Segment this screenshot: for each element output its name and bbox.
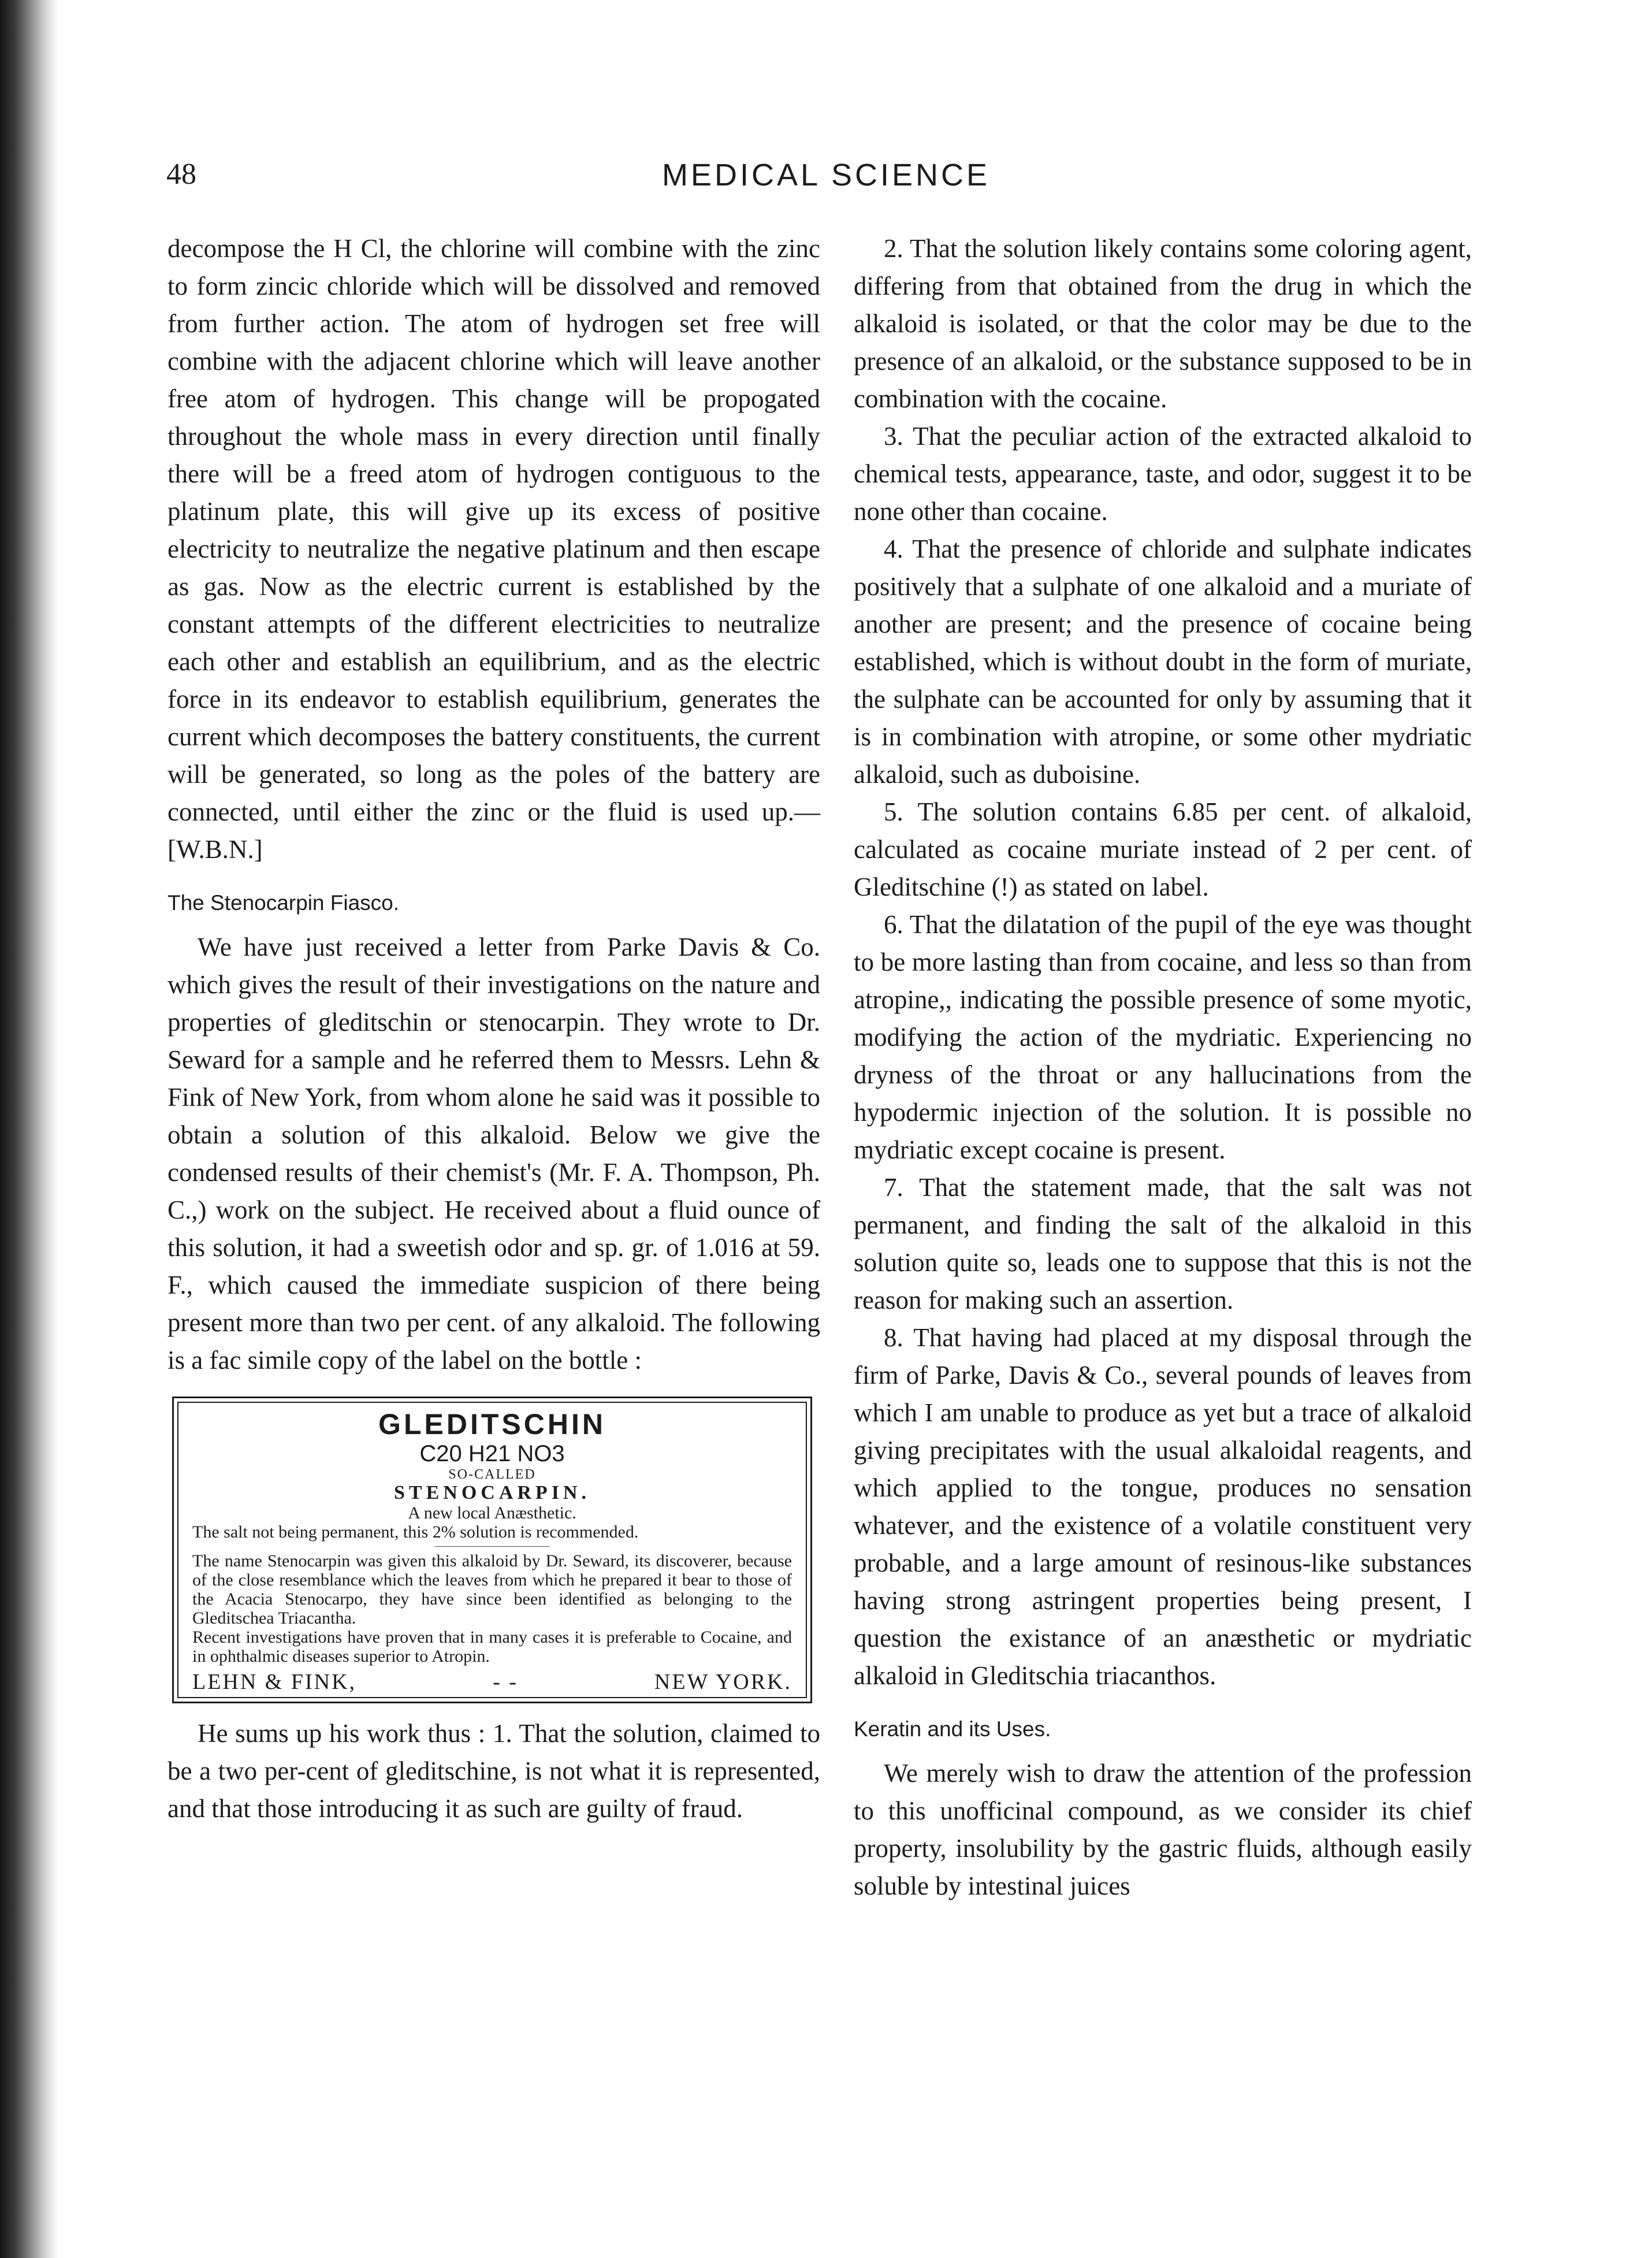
finding-item-2: 2. That the solution likely contains some coloring agent, differing from that obtained from the drug in which the alkaloid is isolated, or that the color may be due to the presence of an alkaloid, or the substance supposed to be in combination with the cocaine. [854, 234, 1472, 413]
label-footer-separator: - - [493, 1670, 518, 1694]
label-divider [434, 1546, 550, 1547]
label-footer [192, 1669, 792, 1695]
left-column [168, 230, 820, 1828]
finding-item-6: 6. That the dilatation of the pupil of the eye was thought to be more lasting than from cocaine, and less so than from atropine,, indicating the possible presence of some myotic, modifying the action of the mydriatic. Experiencing no dryness of the throat or any hallucinations from the hypodermic injection of the solution. It is possible no mydriatic except cocaine is present. [854, 910, 1472, 1164]
finding-item-4: 4. That the presence of chloride and sulphate indicates positively that a sulphate of one alkaloid and a muriate of another are present; and the presence of cocaine being established, which is without doubt in the form of muriate, the sulphate can be accounted for only by assuming that it is in combination with atropine, or some other mydriatic alkaloid, such as duboisine. [854, 534, 1472, 789]
paragraph-battery-continued: decompose the H Cl, the chlorine will combine with the zinc to form zincic chloride which will be dissolved and removed from further action. The atom of hydrogen set free will combine with the adjacent chlorine which will leave another free atom of hydrogen. This change will be propogated throughout the whole mass in every direction until finally there will be a freed atom of hydrogen contiguous to the platinum plate, this will give up its excess of positive electricity to neutralize the negative platinum and then escape as gas. Now as the electric current is established by the constant attempts of the different electricities to neutralize each other and establish an equilibrium, and as the electric force in its endeavor to establish equilibrium, generates the current which decomposes the battery constituents, the current will be generated, so long as the poles of the battery are connected, until either the zinc or the fluid is used up.—[W.B.N.] [168, 234, 820, 864]
label-product-name: STENOCARPIN. [394, 1482, 590, 1503]
section-heading-keratin: Keratin and its Uses. [854, 1717, 1051, 1741]
section-heading-stenocarpin: The Stenocarpin Fiasco. [168, 891, 400, 915]
bottle-label-facsimile [172, 1397, 812, 1703]
label-footer-city: NEW YORK. [654, 1670, 792, 1694]
label-body-investigations: Recent investigations have proven that in many cases it is preferable to Cocaine, and in ophthalmic diseases superior to Atropin. [192, 1628, 792, 1666]
paragraph-summary-item-1: He sums up his work thus : 1. That the solution, claimed to be a two per-cent of gleditschine, is not what it is represented, and that those introducing it as such are guilty of fraud. [168, 1719, 820, 1823]
finding-item-8: 8. That having had placed at my disposal through the firm of Parke, Davis & Co., several pounds of leaves from which I am unable to produce as yet but a trace of alkaloid giving precipitates with the usual alkaloidal reagents, and which applied to the tongue, produces no sensation whatever, and the existence of a volatile constituent very probable, and a large amount of resinous-like substances having strong astringent properties being present, I question the existance of an anæsthetic or mydriatic alkaloid in Gleditschia triacanthos. [854, 1323, 1472, 1690]
label-title: GLEDITSCHIN [378, 1408, 606, 1440]
book-spine-edge [0, 0, 58, 2258]
journal-title: MEDICAL SCIENCE [661, 158, 991, 192]
label-footer-company: LEHN & FINK, [192, 1670, 357, 1694]
finding-item-5: 5. The solution contains 6.85 per cent. of alkaloid, calculated as cocaine muriate instead of 2 per cent. of Gleditschine (!) as stated on label. [854, 797, 1472, 901]
label-body-name-origin: The name Stenocarpin was given this alkaloid by Dr. Seward, its discoverer, because of the close resemblance which the leaves from which he prepared it bear to those of the Acacia Stenocarpo, they have since been identified as belonging to the Gleditschea Triacantha. [192, 1551, 792, 1628]
page-number: 48 [166, 158, 196, 191]
paragraph-stenocarpin-intro: We have just received a letter from Parke Davis & Co. which gives the result of their investigations on the nature and properties of gleditschin or stenocarpin. They wrote to Dr. Seward for a sample and he referred them to Messrs. Lehn & Fink of New York, from whom alone he said was it possible to obtain a solution of this alkaloid. Below we give the condensed results of their chemist's (Mr. F. A. Thompson, Ph. C.,) work on the subject. He received about a fluid ounce of this solution, it had a sweetish odor and sp. gr. of 1.016 at 59. F., which caused the immediate suspicion of there being present more than two per cent. of any alkaloid. The following is a fac simile copy of the label on the bottle : [168, 933, 820, 1375]
finding-item-7: 7. That the statement made, that the salt was not permanent, and finding the salt of the alkaloid in this solution quite so, leads one to suppose that this is not the reason for making such an assertion. [854, 1173, 1472, 1314]
finding-item-3: 3. That the peculiar action of the extracted alkaloid to chemical tests, appearance, taste, and odor, suggest it to be none other than cocaine. [854, 422, 1472, 526]
paragraph-keratin: We merely wish to draw the attention of the profession to this unofficinal compound, as we consider its chief property, insolubility by the gastric fluids, although easily soluble by intestinal juices [854, 1759, 1472, 1900]
right-column [854, 230, 1472, 1905]
label-so-called: SO-CALLED [448, 1467, 536, 1482]
label-subtitle: A new local Anæsthetic. [408, 1503, 576, 1522]
label-note: The salt not being permanent, this 2% solution is recommended. [192, 1522, 639, 1542]
label-formula: C20 H21 NO3 [419, 1441, 565, 1466]
